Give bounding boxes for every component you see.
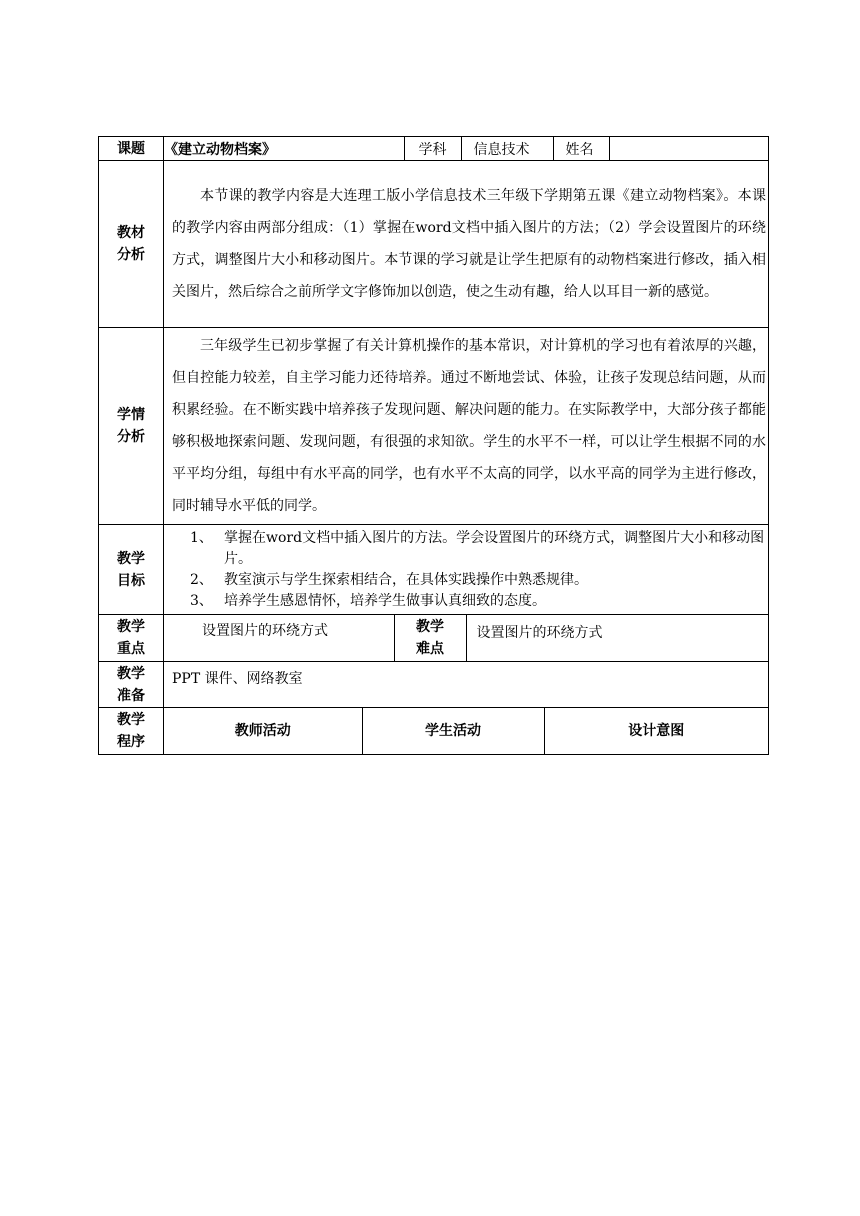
objective-item: 3、 培养学生感恩情怀，培养学生做事认真细致的态度。 [190,592,546,609]
objectives-row [99,525,769,615]
key-points-label: 教学 重点 [99,615,164,662]
objectives-list [164,528,768,612]
focus-subtable [164,615,768,661]
material-row [99,161,769,328]
topic-value: 《建立动物档案》 [164,141,276,158]
objective-item: 2、 教室演示与学生探索相结合，在具体实践操作中熟悉规律。 [190,571,588,588]
material-label: 教材 分析 [99,161,164,328]
preparation-label: 教学 准备 [99,662,164,708]
name-label: 姓名 [553,137,609,160]
procedure-label: 教学 程序 [99,708,164,755]
lesson-plan-table [98,136,769,755]
preparation-row [99,662,769,708]
difficult-points-value: 设置图片的环绕方式 [466,615,768,661]
header-subtable [164,137,768,160]
focus-row [99,615,769,662]
design-intent-header: 设计意图 [544,708,768,754]
key-points-value: 设置图片的环绕方式 [202,623,328,639]
lesson-plan-page [98,136,768,755]
teacher-activity-header: 教师活动 [234,723,291,739]
subject-value: 信息技术 [461,137,553,160]
material-text: 本节课的教学内容是大连理工版小学信息技术三年级下学期第五课《建立动物档案》。本课的教学内容由两部分组成：（1）掌握在word文档中插入图片的方法；（2）学会设置图片的环绕方式，调整图片大小和移动图片。本节课的学习就是让学生把原有的动物档案进行修改，插入相关图片，然后综合之前所学文字修饰加以创造，使之生动有趣，给人以耳目一新的感觉。 [172,188,766,300]
students-label: 学情 分析 [99,328,164,525]
objective-item: 1、 掌握在word文档中插入图片的方法。学会设置图片的环绕方式，调整图片大小和移动图片。 [190,529,765,567]
procedure-row [99,708,769,755]
subject-label: 学科 [404,137,461,160]
topic-label: 课题 [99,137,164,161]
students-text: 三年级学生已初步掌握了有关计算机操作的基本常识，对计算机的学习也有着浓厚的兴趣，但自控能力较差，自主学习能力还待培养。通过不断地尝试、体验，让孩子发现总结问题，从而积累经验。在不断实践中培养孩子发现问题、解决问题的能力。在实际教学中，大部分孩子都能够积极地探索问题、发现问题，有很强的求知欲。学生的水平不一样，可以让学生根据不同的水平平均分组，每组中有水平高的同学，也有水平不太高的同学，以水平高的同学为主进行修改，同时辅导水平低的同学。 [172,338,766,514]
procedure-subtable [164,708,768,754]
student-activity-header: 学生活动 [362,708,544,754]
header-row [99,137,769,161]
preparation-value: PPT 课件、网络教室 [164,662,769,708]
name-value [609,137,768,160]
students-row [99,328,769,525]
difficult-points-label: 教学 难点 [394,615,466,661]
objectives-label: 教学 目标 [99,525,164,615]
